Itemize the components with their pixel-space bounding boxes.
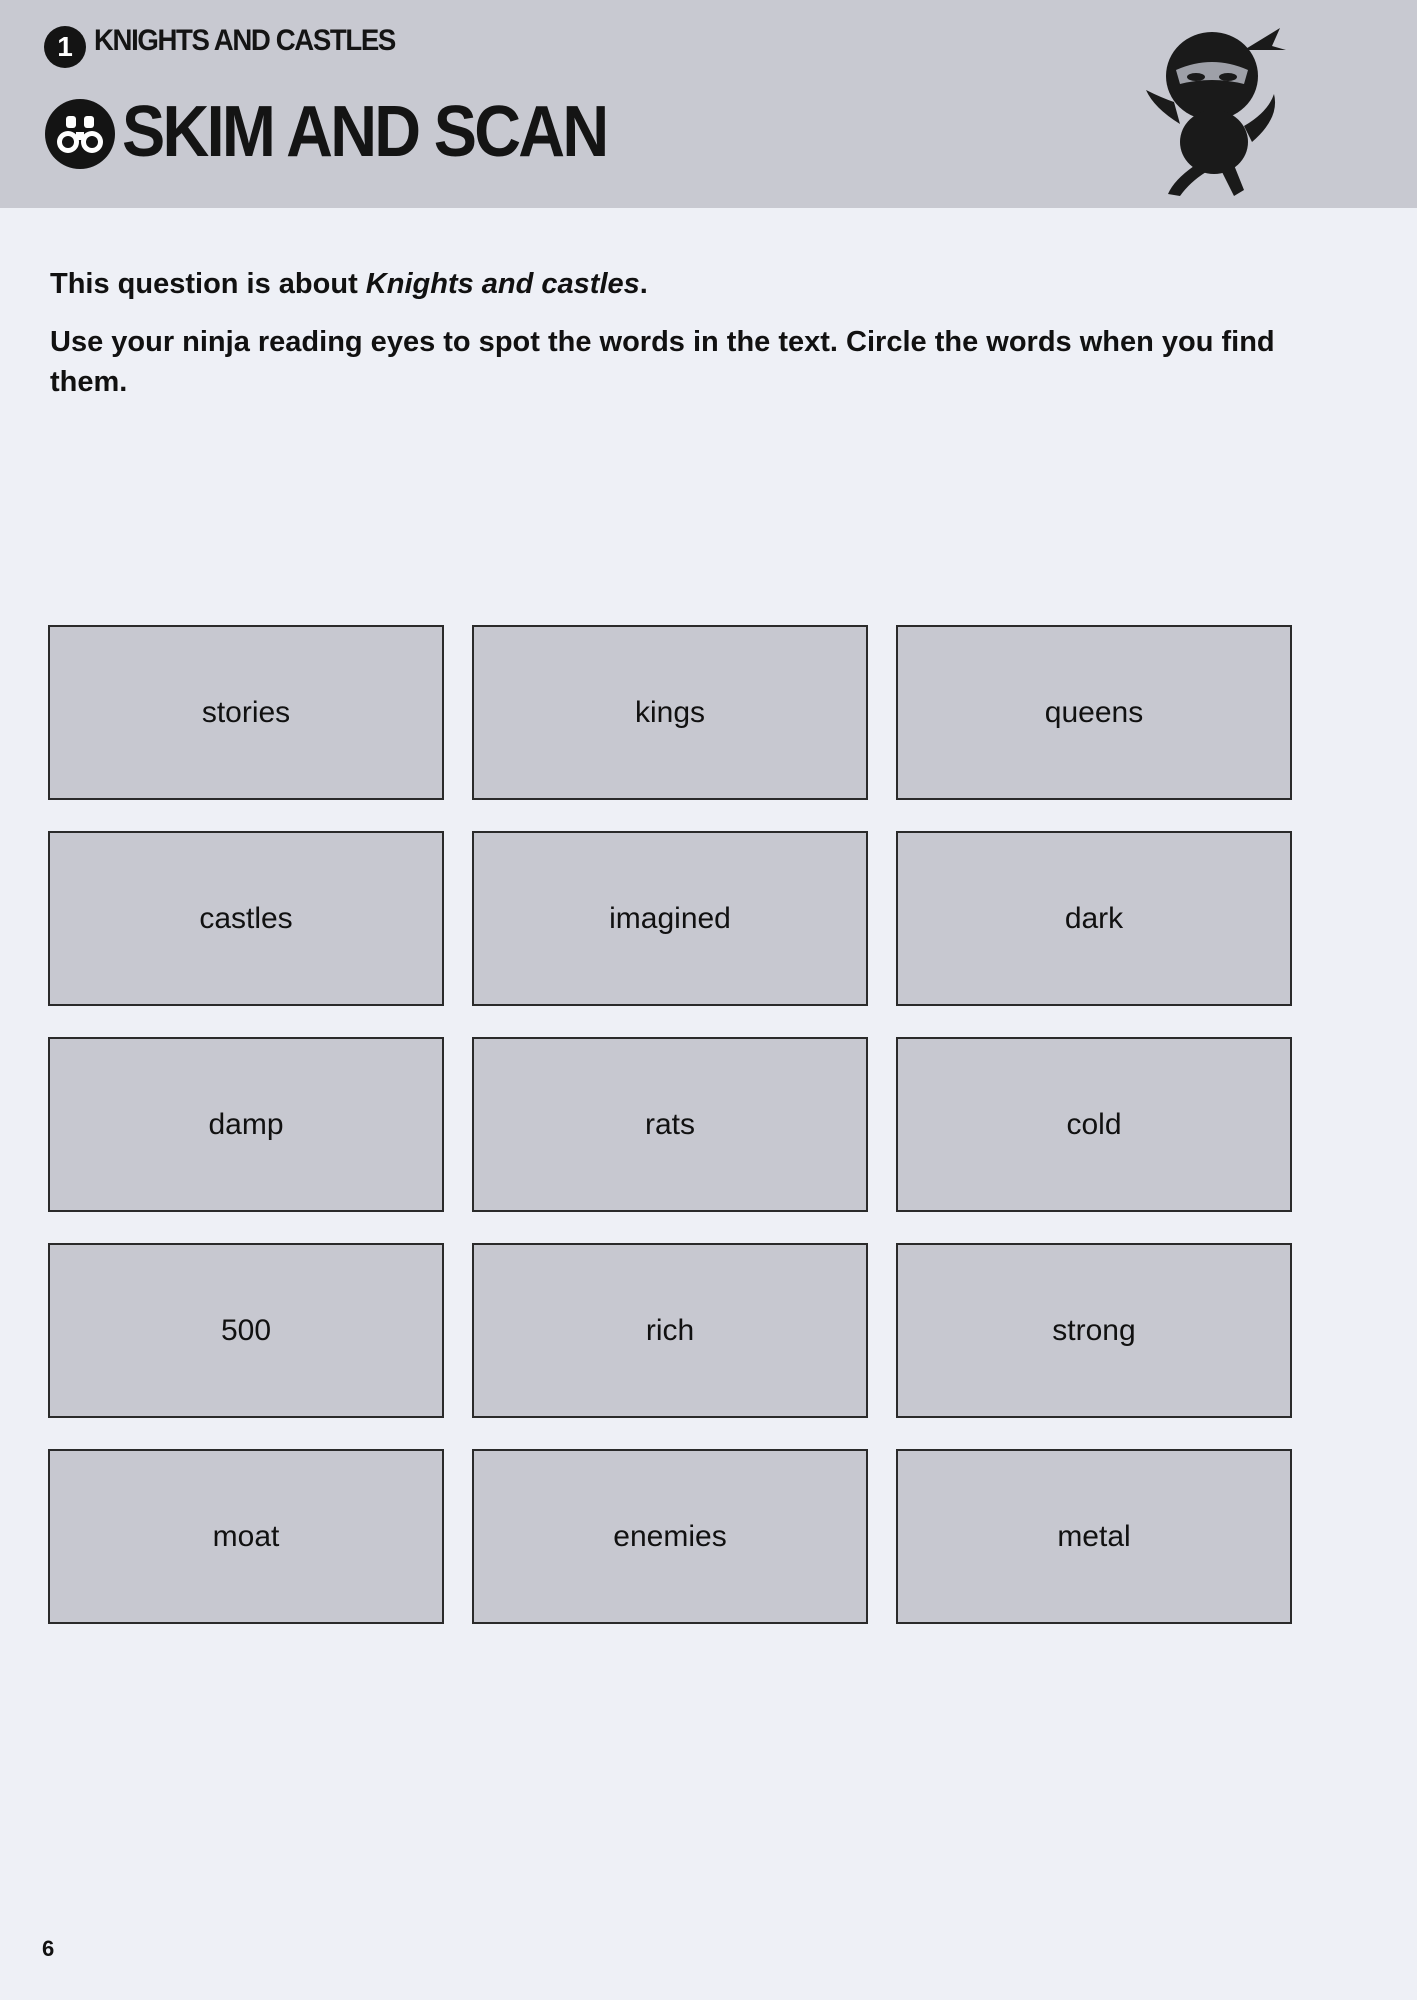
- word-grid: [48, 625, 1292, 1624]
- binoculars-icon: [44, 98, 116, 170]
- word-card[interactable]: cold: [896, 1037, 1292, 1212]
- word-card[interactable]: kings: [472, 625, 868, 800]
- unit-number-badge: 1: [44, 26, 86, 68]
- question-intro: This question is about Knights and castles.: [50, 268, 648, 300]
- word-card[interactable]: imagined: [472, 831, 868, 1006]
- word-card[interactable]: rich: [472, 1243, 868, 1418]
- page-number: 6: [42, 1936, 55, 1961]
- word-card[interactable]: stories: [48, 625, 444, 800]
- header-band: [0, 0, 1417, 208]
- word-card[interactable]: strong: [896, 1243, 1292, 1418]
- task-instruction: Use your ninja reading eyes to spot the words in the text. Circle the words when you find them.: [50, 326, 1275, 398]
- ninja-mascot-icon: [1140, 20, 1290, 200]
- word-card[interactable]: metal: [896, 1449, 1292, 1624]
- word-card[interactable]: damp: [48, 1037, 444, 1212]
- word-card[interactable]: enemies: [472, 1449, 868, 1624]
- word-card[interactable]: moat: [48, 1449, 444, 1624]
- word-card[interactable]: dark: [896, 831, 1292, 1006]
- instructions: [50, 264, 1310, 420]
- unit-title: KNIGHTS AND CASTLES: [94, 24, 395, 57]
- word-card[interactable]: castles: [48, 831, 444, 1006]
- page-title: SKIM AND SCAN: [122, 92, 607, 172]
- word-card[interactable]: 500: [48, 1243, 444, 1418]
- word-card[interactable]: queens: [896, 625, 1292, 800]
- word-card[interactable]: rats: [472, 1037, 868, 1212]
